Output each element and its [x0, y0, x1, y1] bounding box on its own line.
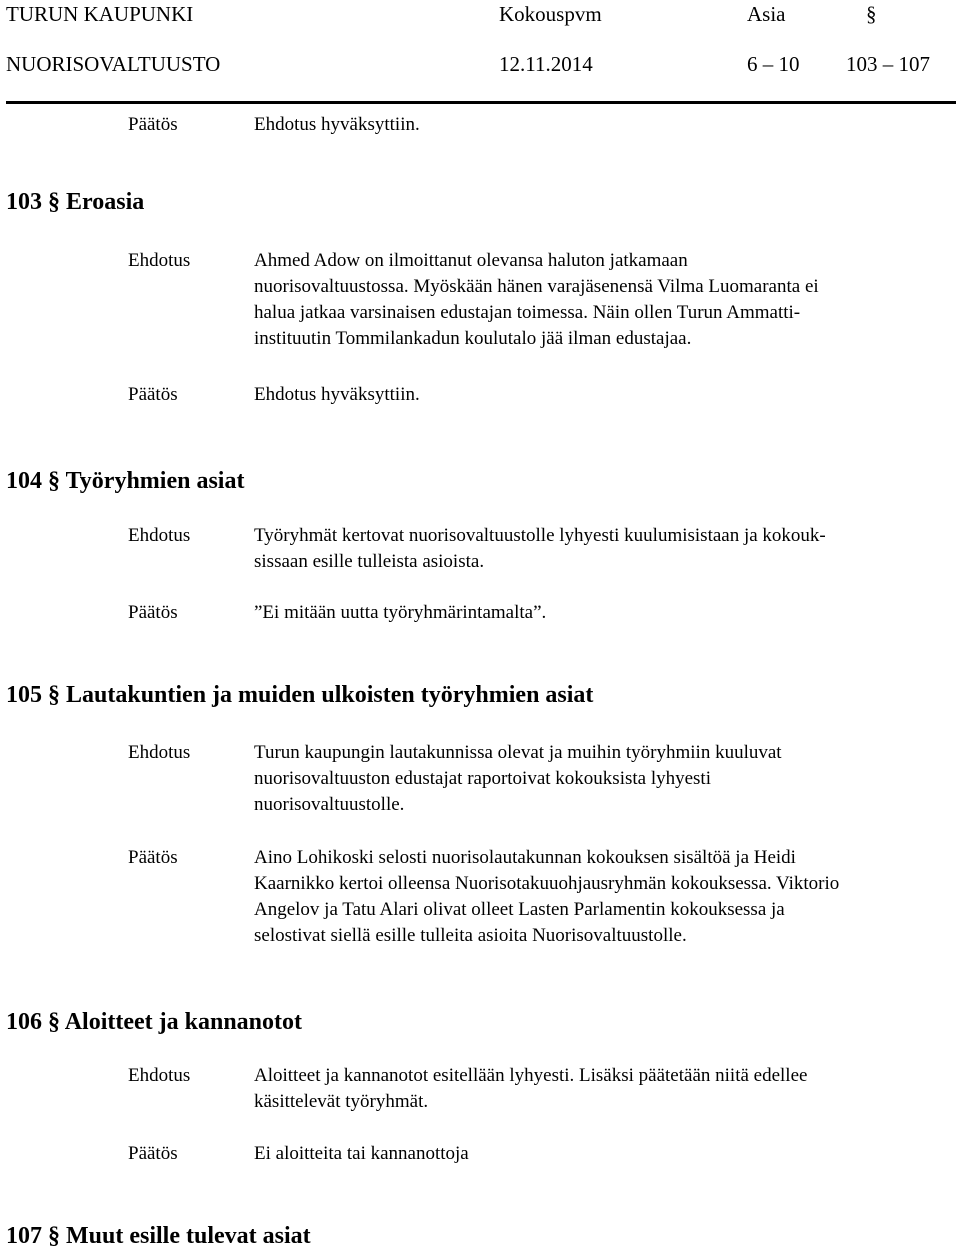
text-line: Työryhmät kertovat nuorisovaltuustolle lyhyesti kuulumisistaan ja kokouk-: [254, 525, 826, 546]
section-number: 107: [6, 1223, 42, 1249]
proposal-text: [254, 248, 819, 352]
text-line: Kaarnikko kertoi olleensa Nuorisotakuuohjausryhmän kokouksessa. Viktorio: [254, 873, 840, 894]
section-title: Eroasia: [66, 189, 145, 215]
header-rule: [6, 101, 956, 104]
section-sign: §: [48, 189, 60, 215]
section-number: 105: [6, 682, 42, 708]
section-number: 103: [6, 189, 42, 215]
section-sign: §: [48, 1223, 60, 1249]
text-line: instituutin Tommilankadun koulutalo jää ilman edustajaa.: [254, 328, 692, 349]
section-sign-header: §: [866, 2, 877, 26]
decision-label: Päätös: [128, 602, 178, 623]
section-heading-107: [6, 1222, 311, 1250]
text-line: Angelov ja Tatu Alari olivat olleet Lasten Parlamentin kokouksessa ja: [254, 899, 785, 920]
body-name: NUORISOVALTUUSTO: [6, 52, 221, 76]
text-line: Ahmed Adow on ilmoittanut olevansa haluton jatkamaan: [254, 250, 688, 271]
section-heading-105: [6, 681, 593, 709]
proposal-label: Ehdotus: [128, 525, 191, 546]
proposal-text: [254, 740, 782, 818]
item-label: Asia: [747, 2, 786, 26]
section-sign: §: [48, 1009, 60, 1035]
text-line: Aino Lohikoski selosti nuorisolautakunnan kokouksen sisältöä ja Heidi: [254, 847, 796, 868]
meeting-date: 12.11.2014: [499, 52, 593, 76]
text-line: nuorisovaltuuston edustajat raportoivat kokouksista lyhyesti: [254, 768, 711, 789]
items-range: 6 – 10: [747, 52, 800, 76]
section-number: 104: [6, 468, 42, 494]
org-name: TURUN KAUPUNKI: [6, 2, 194, 26]
decision-text: [254, 845, 839, 949]
decision-text: Ei aloitteita tai kannanottoja: [254, 1143, 469, 1164]
section-title: Työryhmien asiat: [65, 468, 245, 494]
section-heading-104: [6, 467, 244, 495]
text-line: nuorisovaltuustossa. Myöskään hänen varajäsenensä Vilma Luomaranta ei: [254, 276, 819, 297]
text-line: selostivat siellä esille tulleita asioita Nuorisovaltuustolle.: [254, 925, 687, 946]
proposal-label: Ehdotus: [128, 742, 191, 763]
decision-label: Päätös: [128, 384, 178, 405]
sections-range: 103 – 107: [846, 52, 930, 76]
decision-label: Päätös: [128, 847, 178, 868]
text-line: sissaan esille tulleista asioista.: [254, 551, 485, 572]
text-line: nuorisovaltuustolle.: [254, 794, 405, 815]
proposal-text: [254, 1063, 807, 1115]
section-heading-103: [6, 188, 144, 216]
text-line: Aloitteet ja kannanotot esitellään lyhyesti. Lisäksi päätetään niitä edellee: [254, 1065, 808, 1086]
text-line: Turun kaupungin lautakunnissa olevat ja muihin työryhmiin kuuluvat: [254, 742, 782, 763]
decision-text: Ehdotus hyväksyttiin.: [254, 114, 420, 135]
section-title: Lautakuntien ja muiden ulkoisten työryhmien asiat: [66, 682, 594, 708]
decision-text: Ehdotus hyväksyttiin.: [254, 384, 420, 405]
decision-label: Päätös: [128, 114, 178, 135]
decision-label: Päätös: [128, 1143, 178, 1164]
proposal-text: [254, 523, 826, 575]
section-heading-106: [6, 1008, 302, 1036]
proposal-label: Ehdotus: [128, 250, 191, 271]
decision-text: ”Ei mitään uutta työryhmärintamalta”.: [254, 602, 547, 623]
section-title: Muut esille tulevat asiat: [66, 1223, 311, 1249]
section-sign: §: [48, 682, 60, 708]
meeting-date-label: Kokouspvm: [499, 2, 602, 26]
text-line: halua jatkaa varsinaisen edustajan toimessa. Näin ollen Turun Ammatti-: [254, 302, 801, 323]
proposal-label: Ehdotus: [128, 1065, 191, 1086]
text-line: käsittelevät työryhmät.: [254, 1091, 429, 1112]
section-title: Aloitteet ja kannanotot: [64, 1009, 303, 1035]
section-sign: §: [48, 468, 60, 494]
section-number: 106: [6, 1009, 42, 1035]
